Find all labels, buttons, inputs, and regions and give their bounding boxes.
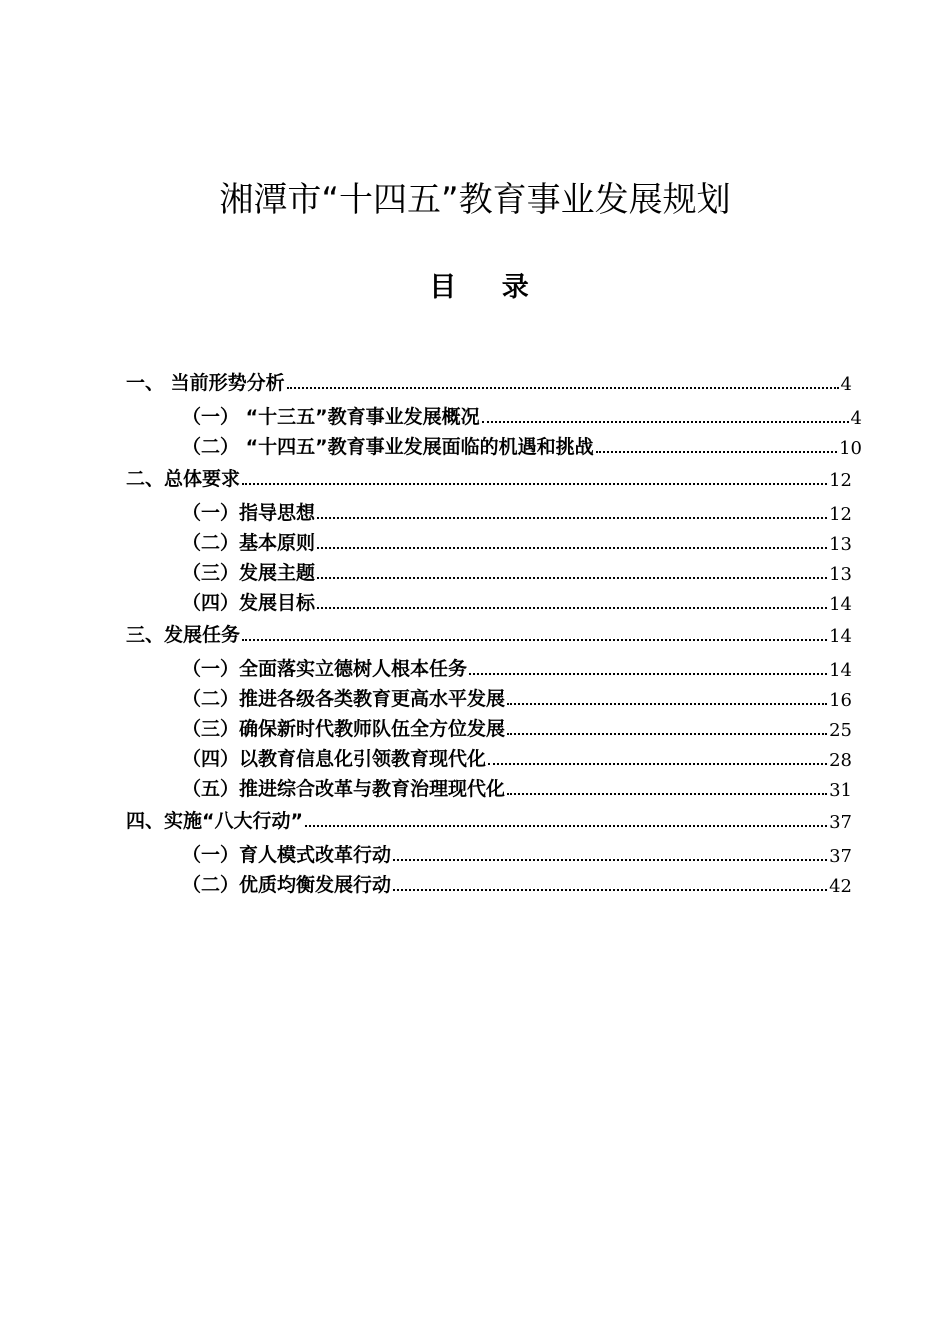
toc-leader-dots — [469, 672, 827, 675]
toc-entry-label: （二）基本原则 — [182, 532, 316, 554]
toc-entry[interactable] — [182, 714, 852, 741]
toc-leader-dots — [317, 516, 827, 519]
toc-entry-page: 42 — [829, 876, 852, 897]
toc-entry-page: 10 — [839, 438, 862, 459]
toc-entry[interactable] — [182, 684, 852, 711]
toc-entry-page: 37 — [829, 812, 852, 833]
toc-entry-page: 13 — [829, 534, 852, 555]
toc-leader-dots — [482, 420, 849, 423]
toc-entry[interactable] — [182, 558, 852, 585]
toc-entry-page: 16 — [829, 690, 852, 711]
toc-entry[interactable] — [182, 744, 852, 771]
toc-entry[interactable] — [182, 588, 852, 615]
toc-entry-page: 25 — [829, 720, 852, 741]
document-title: 湘潭市“十四五”教育事业发展规划 — [219, 180, 731, 220]
toc-leader-dots — [393, 858, 827, 861]
toc-entry[interactable] — [182, 654, 852, 681]
toc-leader-dots — [242, 482, 827, 485]
toc-entry-label: （一）全面落实立德树人根本任务 — [182, 658, 468, 680]
toc-entry-label: （一） “十三五”教育事业发展概况 — [182, 406, 480, 428]
toc-entry-page: 12 — [829, 504, 852, 525]
toc-entry-page: 14 — [829, 660, 852, 681]
toc-entry[interactable] — [182, 432, 862, 459]
toc-leader-dots — [393, 888, 827, 891]
toc-entry[interactable] — [182, 774, 852, 801]
toc-entry[interactable] — [182, 402, 862, 429]
toc-leader-dots — [317, 546, 827, 549]
toc-entry-page: 28 — [829, 750, 852, 771]
toc-leader-dots — [507, 702, 827, 705]
toc-leader-dots — [305, 824, 827, 827]
toc-entry-label: （四）以教育信息化引领教育现代化 — [182, 748, 487, 770]
toc-entry[interactable] — [126, 464, 852, 491]
toc-entry-page: 37 — [829, 846, 852, 867]
toc-entry-label: 四、实施“八大行动” — [126, 810, 303, 832]
toc-heading: 目 录 — [429, 272, 547, 303]
toc-leader-dots — [287, 386, 839, 389]
toc-leader-dots — [242, 638, 827, 641]
toc-entry[interactable] — [126, 806, 852, 833]
toc-entry-page: 4 — [850, 408, 862, 429]
toc-entry[interactable] — [126, 368, 852, 395]
toc-leader-dots — [596, 450, 838, 453]
toc-leader-dots — [317, 606, 827, 609]
toc-entry-page: 12 — [829, 470, 852, 491]
toc-entry-label: 三、发展任务 — [126, 624, 241, 646]
toc-entry-label: （四）发展目标 — [182, 592, 316, 614]
toc-entry-page: 13 — [829, 564, 852, 585]
toc-entry-label: （三）发展主题 — [182, 562, 316, 584]
toc-entry[interactable] — [182, 498, 852, 525]
toc-entry-page: 4 — [840, 374, 852, 395]
toc-entry-label: （一）育人模式改革行动 — [182, 844, 392, 866]
toc-entry-label: （二）优质均衡发展行动 — [182, 874, 392, 896]
toc-entry-label: 二、总体要求 — [126, 468, 241, 490]
toc-entry-label: （一）指导思想 — [182, 502, 316, 524]
toc-entry-page: 14 — [829, 594, 852, 615]
toc-leader-dots — [488, 762, 827, 765]
toc-leader-dots — [507, 732, 827, 735]
toc-leader-dots — [317, 576, 827, 579]
toc-entry-label: （五）推进综合改革与教育治理现代化 — [182, 778, 506, 800]
toc-entry[interactable] — [182, 528, 852, 555]
toc-entry-page: 31 — [829, 780, 852, 801]
toc-entry-label: （二）推进各级各类教育更高水平发展 — [182, 688, 506, 710]
toc-entry-page: 14 — [829, 626, 852, 647]
toc-entry[interactable] — [126, 620, 852, 647]
toc-entry-label: 一、 当前形势分析 — [126, 372, 285, 394]
toc-entry[interactable] — [182, 870, 852, 897]
toc-leader-dots — [507, 792, 827, 795]
toc-entry[interactable] — [182, 840, 852, 867]
toc-entry-label: （三）确保新时代教师队伍全方位发展 — [182, 718, 506, 740]
toc-entry-label: （二） “十四五”教育事业发展面临的机遇和挑战 — [182, 436, 594, 458]
